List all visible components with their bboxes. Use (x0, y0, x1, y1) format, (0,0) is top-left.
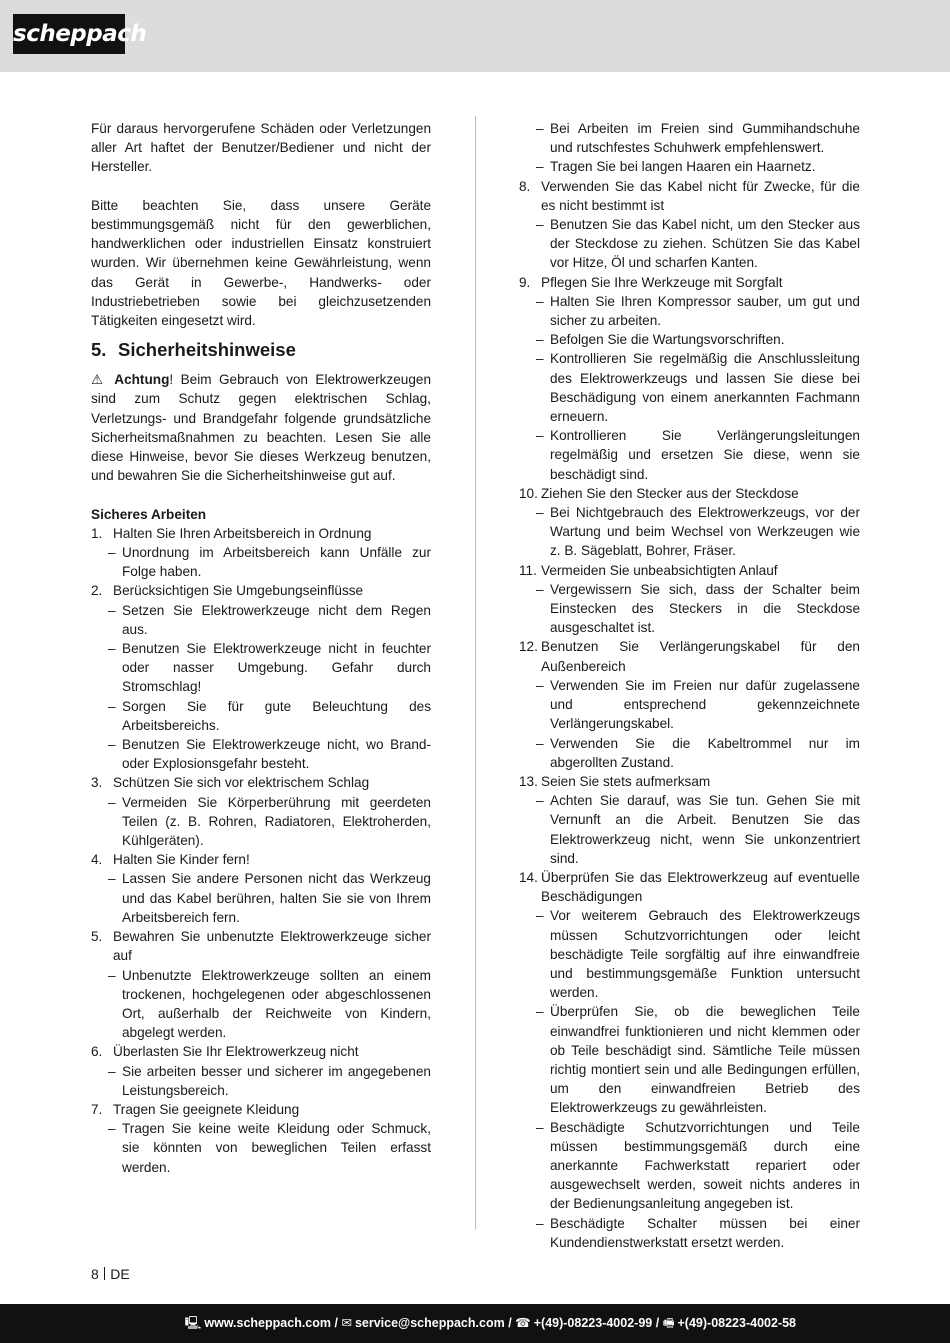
bullet-dash: – (536, 351, 544, 367)
email-link[interactable]: service@scheppach.com (354, 1316, 505, 1330)
bullet-text: Befolgen Sie die Wartungsvorschriften. (550, 332, 785, 348)
bullet-dash: – (536, 735, 544, 751)
intro-paragraph-2: Bitte beachten Sie, dass unsere Geräte bestimmungsgemäß nicht für den gewerblichen, handwerklichen oder industriellen Einsatz konstruiert wurden. Wir übernehmen keine Gewährleistung, wenn das Gerät in Gewerbe-, Handwerks- oder Industriebetrieben sowie bei gleichzusetzenden Tätigkeiten eingesetzt wird. (91, 197, 431, 329)
contact-separator: / (334, 1316, 338, 1330)
bullet-text: Beschädigte Schutzvorrichtungen und Teile müssen bestimmungsgemäß durch eine anerkannte Fachwerkstatt repariert oder ausgewechselt werden, soweit nichts anderes in der Bedienungsanleitung angegeben ist. (550, 1119, 860, 1212)
list-item (91, 581, 431, 773)
bullet-dash: – (536, 1119, 544, 1135)
bullet-text: Beschädigte Schalter müssen bei einer Kundendienstwerkstatt ersetzt werden. (550, 1215, 860, 1250)
left-safety-list (91, 524, 431, 1177)
bullet-text: Achten Sie darauf, was Sie tun. Gehen Sie mit Vernunft an die Arbeit. Benutzen Sie das Elektrowerkzeug nicht, wenn Sie unkonzentriert sind. (550, 793, 860, 866)
bullet-dash: – (536, 1004, 544, 1020)
section-title: Sicherheitshinweise (118, 339, 296, 361)
list-item (91, 1042, 431, 1100)
list-bullet (91, 697, 431, 735)
page-separator (104, 1267, 106, 1280)
list-bullet (91, 869, 431, 927)
warning-paragraph (91, 370, 431, 485)
list-item-number: 10. (519, 485, 538, 501)
bullet-text: Unbenutzte Elektrowerkzeuge sollten an einem trockenen, hochgelegenen oder abgeschlossenen Ort, außerhalb der Reichweite von Kindern, abgelegt werden. (122, 967, 431, 1041)
list-item-number: 2. (91, 583, 103, 599)
website-link[interactable]: www.scheppach.com (204, 1316, 331, 1330)
phone-icon: ☎︎ (515, 1316, 531, 1330)
bullet-dash: – (108, 1063, 116, 1079)
section-heading (91, 330, 431, 370)
bullet-dash: – (536, 908, 544, 924)
page-number (91, 1265, 130, 1283)
list-bullet (91, 601, 431, 639)
bullet-dash: – (108, 737, 116, 753)
list-item-number: 11. (519, 562, 537, 578)
list-item (519, 561, 860, 638)
bullet-dash: – (536, 217, 544, 233)
list-item-text: Benutzen Sie Verlängerungskabel für den Außenbereich (541, 639, 860, 674)
list-item-text: Tragen Sie geeignete Kleidung (113, 1101, 300, 1117)
list-item (91, 524, 431, 582)
list-bullet (519, 503, 860, 561)
continued-bullets (519, 119, 860, 177)
list-item-heading (91, 927, 431, 965)
list-bullet (519, 906, 860, 1002)
phone-number: +(49)-08223-4002-99 (533, 1316, 653, 1330)
list-item (519, 484, 860, 561)
list-item-text: Vermeiden Sie unbeabsichtigten Anlauf (541, 562, 778, 578)
right-column (519, 119, 860, 1252)
list-item-text: Pflegen Sie Ihre Werkzeuge mit Sorgfalt (541, 274, 783, 290)
list-item-heading (91, 1042, 431, 1061)
list-bullet (519, 426, 860, 484)
list-item (91, 773, 431, 850)
bullet-text: Vermeiden Sie Körperberührung mit geerdeten Teilen (z. B. Rohren, Radiatoren, Elektroherden, Kühlgeräten). (122, 794, 431, 849)
fax-number: +(49)-08223-4002-58 (677, 1316, 796, 1330)
bullet-dash: – (536, 428, 544, 444)
list-bullet (519, 157, 860, 176)
bullet-dash: – (536, 505, 544, 521)
warning-label: Achtung (114, 372, 170, 388)
bullet-dash: – (536, 581, 544, 597)
list-item-number: 1. (91, 525, 103, 541)
bullet-text: Benutzen Sie Elektrowerkzeuge nicht, wo Brand- oder Explosionsgefahr besteht. (122, 737, 431, 772)
list-bullet (91, 966, 431, 1043)
list-item (91, 1100, 431, 1177)
list-item-text: Halten Sie Kinder fern! (113, 852, 250, 868)
bullet-dash: – (536, 1215, 544, 1231)
list-item (91, 927, 431, 1042)
computer-icon: 🖳︎ (184, 1316, 202, 1330)
list-item-number: 14. (519, 869, 538, 885)
bullet-dash: – (108, 641, 116, 657)
bullet-dash: – (536, 159, 544, 175)
list-item-text: Überprüfen Sie das Elektrowerkzeug auf eventuelle Beschädigungen (541, 869, 860, 905)
list-item-heading (519, 273, 860, 292)
list-bullet (519, 215, 860, 273)
list-item-heading (91, 1100, 431, 1119)
list-bullet (519, 734, 860, 772)
contact-line (185, 1315, 796, 1331)
bullet-dash: – (536, 293, 544, 309)
list-item-heading (519, 484, 860, 503)
intro-paragraph-1: Für daraus hervorgerufene Schäden oder Verletzungen aller Art haftet der Benutzer/Bediener und nicht der Hersteller. (91, 121, 431, 175)
list-item-heading (91, 581, 431, 600)
list-item-text: Berücksichtigen Sie Umgebungseinflüsse (113, 583, 364, 599)
list-bullet (91, 735, 431, 773)
bullet-text: Vergewissern Sie sich, dass der Schalter beim Einstecken des Steckers in die Steckdose ausgeschaltet ist. (550, 581, 860, 636)
list-bullet (91, 543, 431, 581)
left-column (91, 119, 431, 1177)
bullet-text: Bei Nichtgebrauch des Elektrowerkzeugs, vor der Wartung und beim Wechsel von Werkzeugen wie z. B. Sägeblatt, Bohrer, Fräser. (550, 505, 860, 559)
list-bullet (519, 676, 860, 734)
list-bullet (91, 1062, 431, 1100)
bullet-text: Sie arbeiten besser und sicherer im angegebenen Leistungsbereich. (122, 1063, 431, 1098)
list-item-text: Ziehen Sie den Stecker aus der Steckdose (541, 485, 799, 501)
column-divider (475, 116, 476, 1230)
list-item-text: Bewahren Sie unbenutzte Elektrowerkzeuge sicher auf (113, 929, 431, 964)
bullet-dash: – (108, 698, 116, 714)
right-safety-list (519, 177, 860, 1252)
mail-icon: ✉︎ (341, 1316, 352, 1330)
list-item-heading (91, 524, 431, 543)
bullet-text: Halten Sie Ihren Kompressor sauber, um gut und sicher zu arbeiten. (550, 293, 860, 329)
warning-text: ! Beim Gebrauch von Elektrowerkzeugen sind zum Schutz gegen elektrischen Schlag, Verletzungs- und Brandgefahr folgende grundsätzliche Sicherheitsmaßnahmen zu beachten. Lesen Sie alle diese Hinweise, bevor Sie dieses Werkzeug benutzen, und bewahren Sie die Sicherheitshinweise gut auf. (91, 372, 432, 484)
list-item-text: Schützen Sie sich vor elektrischem Schlag (113, 775, 370, 791)
list-bullet (519, 119, 860, 157)
list-item-heading (519, 177, 860, 215)
list-item-text: Überlasten Sie Ihr Elektrowerkzeug nicht (113, 1044, 359, 1060)
bullet-text: Benutzen Sie Elektrowerkzeuge nicht in feuchter oder nasser Umgebung. Gefahr durch Stromschlag! (122, 641, 431, 695)
bullet-text: Überprüfen Sie, ob die beweglichen Teile einwandfrei funktionieren und nicht klemmen oder ob Teile beschädigt sind. Sämtliche Teile müssen richtig montiert sein und alle Bedingungen erfüllen, um den einwandfreien Betrieb des Elektrowerkzeugs zu gewährleisten. (550, 1004, 860, 1116)
fax-icon: 🖷︎ (662, 1316, 675, 1330)
list-item-number: 13. (519, 773, 538, 789)
bullet-dash: – (108, 1121, 116, 1137)
list-item (519, 177, 860, 273)
list-item-number: 4. (91, 852, 103, 868)
list-item-heading (91, 850, 431, 869)
page-footer (0, 1304, 950, 1343)
contact-separator: / (508, 1316, 512, 1330)
list-bullet (519, 1214, 860, 1252)
bullet-text: Tragen Sie bei langen Haaren ein Haarnetz. (550, 159, 816, 175)
list-bullet (91, 1119, 431, 1177)
list-bullet (519, 791, 860, 868)
list-item (519, 772, 860, 868)
bullet-dash: – (108, 545, 116, 561)
bullet-dash: – (536, 793, 544, 809)
bullet-dash: – (108, 871, 116, 887)
bullet-dash: – (108, 602, 116, 618)
section-number: 5. (91, 339, 107, 361)
list-item-number: 9. (519, 274, 531, 290)
list-item-heading (519, 561, 860, 580)
bullet-text: Unordnung im Arbeitsbereich kann Unfälle zur Folge haben. (122, 545, 431, 580)
subheading-safe-work: Sicheres Arbeiten (91, 506, 207, 522)
list-bullet (519, 349, 860, 426)
list-item (91, 850, 431, 927)
bullet-text: Bei Arbeiten im Freien sind Gummihandschuhe und rutschfestes Schuhwerk empfehlenswert. (550, 121, 860, 156)
bullet-text: Setzen Sie Elektrowerkzeuge nicht dem Regen aus. (122, 602, 431, 637)
page-number-value: 8 (91, 1266, 99, 1282)
bullet-text: Benutzen Sie das Kabel nicht, um den Stecker aus der Steckdose zu ziehen. Schützen Sie das Kabel vor Hitze, Öl und scharfen Kanten. (550, 217, 860, 271)
list-bullet (91, 639, 431, 697)
bullet-dash: – (536, 332, 544, 348)
bullet-text: Vor weiterem Gebrauch des Elektrowerkzeugs müssen Schutzvorrichtungen oder leicht beschädigte Teile sorgfältig auf ihre einwandfreie und bestimmungsgemäße Funktion untersucht werden. (550, 908, 860, 1001)
list-item-number: 5. (91, 929, 103, 945)
bullet-text: Sorgen Sie für gute Beleuchtung des Arbeitsbereichs. (122, 698, 431, 733)
page-header (0, 0, 950, 72)
list-item-heading (519, 772, 860, 791)
bullet-dash: – (536, 677, 544, 693)
bullet-text: Lassen Sie andere Personen nicht das Werkzeug und das Kabel berühren, halten Sie sie von Ihrem Arbeitsbereich fern. (122, 871, 431, 925)
bullet-text: Verwenden Sie die Kabeltrommel nur im abgerollten Zustand. (550, 735, 860, 770)
list-item-heading (519, 637, 860, 675)
list-item (519, 273, 860, 484)
list-bullet (519, 292, 860, 330)
bullet-text: Kontrollieren Sie Verlängerungsleitungen regelmäßig und ersetzen Sie diese, wenn sie beschädigt sind. (550, 428, 860, 482)
list-item-text: Halten Sie Ihren Arbeitsbereich in Ordnung (113, 525, 372, 541)
bullet-text: Tragen Sie keine weite Kleidung oder Schmuck, sie könnten von beweglichen Teilen erfasst werden. (122, 1121, 431, 1175)
list-bullet (519, 580, 860, 638)
bullet-text: Kontrollieren Sie regelmäßig die Anschlussleitung des Elektrowerkzeugs und lassen Sie diese bei Beschädigung von einem anerkannten Fachmann erneuern. (550, 351, 860, 425)
bullet-text: Verwenden Sie im Freien nur dafür zugelassene und entsprechend gekennzeichnete Verlängerungskabel. (550, 677, 860, 732)
list-item-number: 12. (519, 639, 538, 655)
list-bullet (519, 1002, 860, 1117)
list-item-text: Verwenden Sie das Kabel nicht für Zwecke, für die es nicht bestimmt ist (541, 178, 860, 213)
list-item (519, 637, 860, 771)
bullet-dash: – (108, 794, 116, 810)
list-item-number: 6. (91, 1044, 103, 1060)
list-item (519, 868, 860, 1252)
list-bullet (519, 330, 860, 349)
list-bullet (91, 793, 431, 851)
warning-triangle-icon: ⚠ (91, 372, 107, 388)
list-item-heading (519, 868, 860, 906)
list-item-number: 8. (519, 178, 531, 194)
bullet-dash: – (108, 967, 116, 983)
list-item-text: Seien Sie stets aufmerksam (541, 773, 711, 789)
bullet-dash: – (536, 121, 544, 136)
list-item-number: 3. (91, 775, 103, 791)
page-language: DE (110, 1266, 130, 1282)
contact-separator: / (655, 1316, 660, 1330)
list-item-heading (91, 773, 431, 792)
list-bullet (519, 1118, 860, 1214)
list-item-number: 7. (91, 1101, 103, 1117)
scheppach-logo: scheppach (13, 14, 125, 54)
